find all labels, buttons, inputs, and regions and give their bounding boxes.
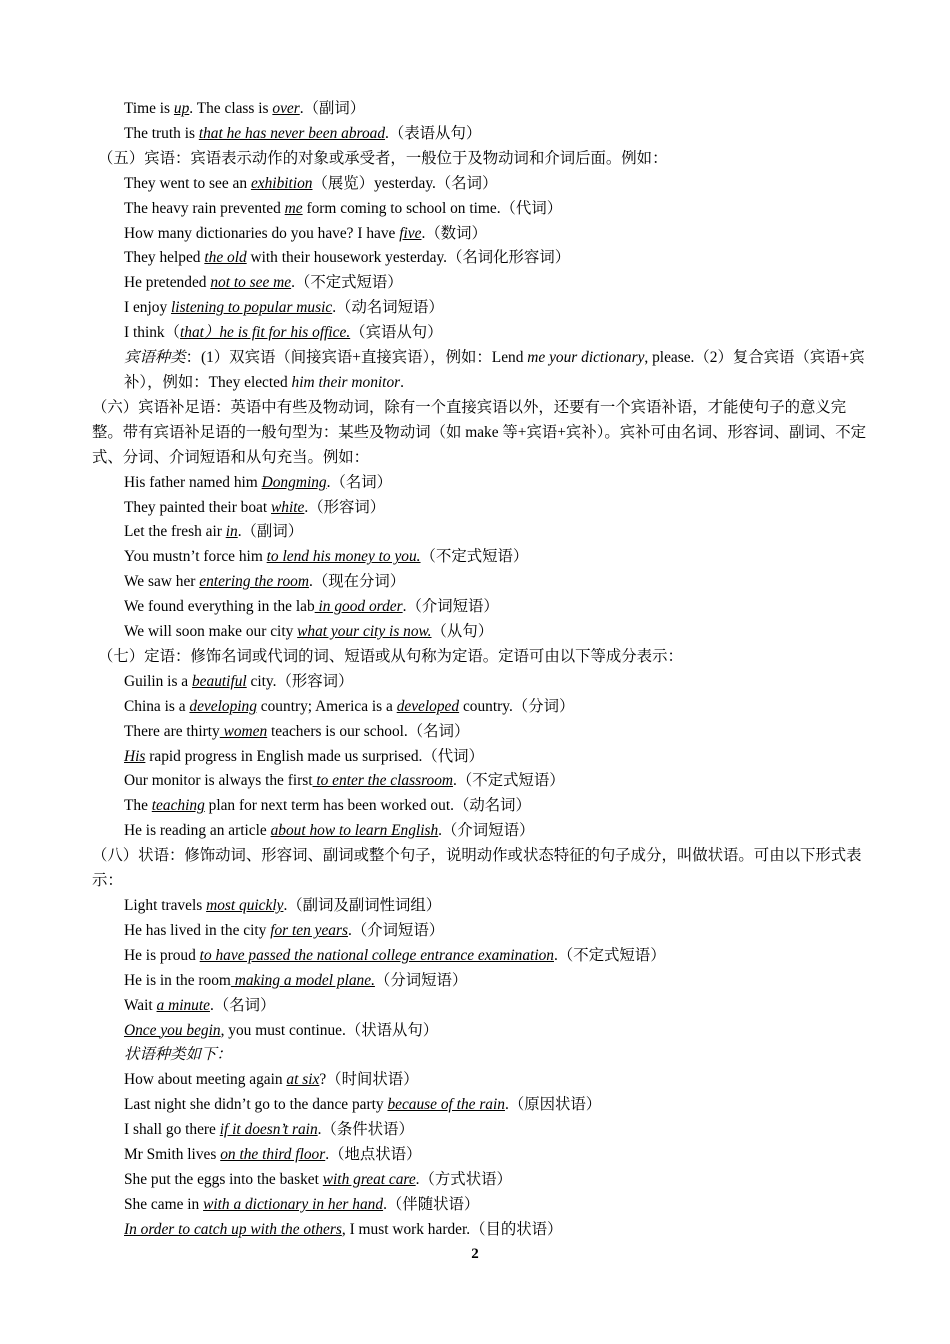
- text-line: [92, 197, 872, 222]
- text-span: （展览）yesterday.（名词）: [312, 174, 498, 192]
- text-span: How about meeting again: [124, 1071, 287, 1089]
- text-line: [92, 1193, 872, 1218]
- text-span: （六）宾语补足语：英语中有些及物动词，除有一个直接宾语以外，还要有一个宾语补语，才能使句子的意义完整。带有宾语补足语的一般句型为：某些及物动词（如 make 等+宾语+宾补）。宾补可由名词、形容词、副词、不定式、分词、介词短语和从句充当。例如：: [92, 398, 867, 466]
- example-phrase: In order to catch up with the others: [124, 1220, 342, 1238]
- example-phrase: because of the rain: [387, 1096, 505, 1114]
- text-line: [92, 919, 872, 944]
- text-line: [92, 570, 872, 595]
- example-phrase: if it doesn’t rain: [219, 1121, 318, 1139]
- text-span: We will soon make our city: [124, 623, 298, 641]
- text-span: .（介词短语）: [347, 921, 445, 939]
- text-line: [92, 321, 872, 346]
- text-span: form coming to school on time.（代词）: [302, 199, 563, 217]
- text-span: me your dictionary: [527, 349, 645, 367]
- text-line: [92, 1019, 872, 1044]
- text-span: （不定式短语）: [420, 548, 529, 566]
- text-span: him their monitor: [291, 373, 401, 391]
- text-span: .（原因状语）: [504, 1096, 602, 1114]
- example-phrase: in: [225, 523, 238, 541]
- text-span: Guilin is a: [124, 672, 192, 690]
- text-span: .（介词短语）: [438, 822, 535, 840]
- text-span: .（表语从句）: [385, 124, 482, 142]
- example-phrase: what your city is now.: [297, 623, 432, 641]
- example-phrase: with a dictionary in her hand: [203, 1195, 384, 1213]
- text-span: rapid progress in English made us surprised.（代词）: [145, 747, 484, 765]
- text-span: .（方式状语）: [415, 1170, 512, 1188]
- example-phrase: most quickly: [206, 897, 284, 914]
- text-span: （五）宾语：宾语表示动作的对象或承受者，一般位于及物动词和介词后面。例如：: [98, 149, 668, 167]
- text-line: [92, 769, 872, 794]
- text-span: country.（分词）: [459, 697, 575, 715]
- text-span: city.（形容词）: [246, 672, 354, 690]
- text-span: His father named him: [124, 473, 262, 491]
- text-span: You mustn’t force him: [124, 548, 267, 566]
- text-span: .（地点状语）: [325, 1146, 422, 1164]
- text-line: [92, 819, 872, 844]
- text-span: （宾语从句）: [350, 324, 443, 342]
- text-span: I think（: [124, 324, 181, 342]
- text-span: .（不定式短语）: [453, 772, 565, 790]
- text-span: .（名词）: [209, 996, 276, 1014]
- example-phrase: not to see me: [210, 274, 292, 292]
- text-line: [92, 894, 872, 919]
- text-span: .（伴随状语）: [383, 1195, 480, 1213]
- text-span: Mr Smith lives: [124, 1146, 221, 1164]
- text-span: There are thirty: [124, 722, 220, 740]
- text-span: He pretended: [124, 274, 211, 292]
- text-span: .（条件状语）: [317, 1121, 414, 1139]
- text-line: [92, 271, 872, 296]
- example-phrase: for ten years: [270, 921, 348, 939]
- text-span: .（名词）: [326, 473, 393, 491]
- text-span: .（现在分词）: [308, 573, 406, 591]
- text-span: .（副词及副词性词组）: [283, 897, 442, 914]
- example-phrase: in good order: [314, 598, 403, 616]
- text-line: [92, 1218, 872, 1243]
- text-line: [92, 745, 872, 770]
- text-span: .（形容词）: [304, 498, 386, 516]
- text-line: [92, 1068, 872, 1093]
- example-phrase: Once you begin: [124, 1021, 221, 1039]
- text-span: ：(1）双宾语（间接宾语+直接宾语），例如：Lend: [185, 349, 528, 367]
- example-phrase: entering the room: [199, 573, 309, 591]
- text-line: [92, 396, 872, 471]
- text-line: [92, 346, 872, 396]
- text-span: , you must continue.（状语从句）: [220, 1021, 439, 1039]
- example-phrase: to enter the classroom: [312, 772, 454, 790]
- example-phrase: that）he is fit for his office.: [180, 324, 351, 342]
- example-phrase: developed: [396, 697, 460, 715]
- example-phrase: five: [399, 224, 422, 242]
- text-span: We found everything in the lab: [124, 598, 315, 616]
- text-line: [92, 1093, 872, 1118]
- text-span: .（不定式短语）: [554, 946, 666, 964]
- text-span: I enjoy: [124, 299, 172, 317]
- example-phrase: about how to learn English: [270, 822, 439, 840]
- example-phrase: over: [272, 100, 300, 117]
- example-phrase: at six: [286, 1071, 320, 1089]
- text-span: （分词短语）: [374, 971, 468, 989]
- text-line: [92, 520, 872, 545]
- text-span: teachers is our school.（名词）: [267, 722, 470, 740]
- text-span: .（副词）: [237, 523, 304, 541]
- document-body: [92, 97, 872, 1243]
- text-span: . The class is: [189, 100, 273, 117]
- text-span: The: [124, 797, 152, 815]
- text-line: [92, 471, 872, 496]
- text-line: [92, 545, 872, 570]
- example-phrase: beautiful: [191, 672, 247, 690]
- text-span: （七）定语：修饰名词或代词的词、短语或从句称为定语。定语可由以下等成分表示：: [98, 647, 683, 665]
- text-span: The truth is: [124, 124, 199, 142]
- example-phrase: His: [124, 747, 146, 765]
- text-line: [92, 670, 872, 695]
- text-line: [92, 172, 872, 197]
- text-span: , please.（2）复合宾语（宾语+宾补），例如：They elected: [124, 349, 865, 391]
- text-span: They went to see an: [124, 174, 251, 192]
- text-line: [92, 844, 872, 894]
- text-span: ?（时间状语）: [319, 1071, 419, 1089]
- example-phrase: developing: [189, 697, 257, 715]
- text-line: [92, 794, 872, 819]
- text-span: He is in the room: [124, 971, 231, 989]
- text-line: [92, 620, 872, 645]
- text-span: He is reading an article: [124, 822, 271, 840]
- text-span: Time is: [124, 100, 174, 117]
- example-phrase: exhibition: [250, 174, 313, 192]
- example-phrase: women: [219, 722, 268, 740]
- text-line: [92, 969, 872, 994]
- text-line: [92, 720, 872, 745]
- example-phrase: that he has never been abroad: [198, 124, 386, 142]
- text-span: The heavy rain prevented: [124, 199, 285, 217]
- text-line: [92, 246, 872, 271]
- text-span: .（副词）: [299, 100, 366, 117]
- text-span: （八）状语：修饰动词、形容词、副词或整个句子，说明动作或状态特征的句子成分，叫做状语。可由以下形式表示：: [92, 847, 862, 890]
- text-span: He has lived in the city: [124, 921, 271, 939]
- text-span: China is a: [124, 697, 190, 715]
- text-line: [92, 97, 872, 122]
- example-phrase: to have passed the national college entrance examination: [199, 946, 554, 964]
- text-span: How many dictionaries do you have? I have: [124, 224, 400, 242]
- text-span: plan for next term has been worked out.（动名词）: [204, 797, 531, 815]
- text-line: [92, 1143, 872, 1168]
- text-span: He is proud: [124, 946, 200, 964]
- text-line: [92, 496, 872, 521]
- text-span: Last night she didn’t go to the dance party: [124, 1096, 388, 1114]
- example-phrase: a minute: [156, 996, 210, 1014]
- text-line: [92, 296, 872, 321]
- text-span: I shall go there: [124, 1121, 220, 1139]
- example-phrase: making a model plane.: [230, 971, 375, 989]
- text-span: She put the eggs into the basket: [124, 1170, 323, 1188]
- example-phrase: Dongming: [261, 473, 327, 491]
- text-span: .（介词短语）: [402, 598, 499, 616]
- text-span: They painted their boat: [124, 498, 272, 516]
- text-span: 状语种类如下：: [124, 1046, 232, 1064]
- text-span: Wait: [124, 996, 157, 1014]
- example-phrase: on the third floor: [220, 1146, 326, 1164]
- text-span: Our monitor is always the first: [124, 772, 313, 790]
- text-span: We saw her: [124, 573, 200, 591]
- text-span: 宾语种类: [124, 349, 186, 367]
- text-span: They helped: [124, 249, 205, 267]
- text-span: .（动名词短语）: [332, 299, 444, 317]
- text-line: [92, 944, 872, 969]
- text-span: Let the fresh air: [124, 523, 226, 541]
- text-line: [92, 1168, 872, 1193]
- example-phrase: up: [173, 100, 190, 117]
- text-line: [92, 147, 872, 172]
- text-line: [92, 595, 872, 620]
- example-phrase: teaching: [151, 797, 205, 815]
- text-line: [92, 695, 872, 720]
- example-phrase: white: [271, 498, 305, 516]
- page-number: 2: [471, 1246, 479, 1262]
- text-line: [92, 222, 872, 247]
- text-line: [92, 994, 872, 1019]
- text-span: country; America is a: [256, 697, 397, 715]
- text-span: , I must work harder.（目的状语）: [341, 1220, 563, 1238]
- text-line: [92, 1043, 872, 1068]
- example-phrase: the old: [204, 249, 247, 267]
- text-line: [92, 645, 872, 670]
- text-line: [92, 122, 872, 147]
- text-span: with their housework yesterday.（名词化形容词）: [246, 249, 571, 267]
- text-span: She came in: [124, 1195, 204, 1213]
- text-span: .（不定式短语）: [291, 274, 403, 292]
- text-span: .: [400, 373, 404, 391]
- example-phrase: to lend his money to you.: [266, 548, 421, 566]
- example-phrase: me: [284, 199, 303, 217]
- example-phrase: listening to popular music: [171, 299, 333, 317]
- text-span: （从句）: [431, 623, 494, 641]
- text-span: Light travels: [124, 897, 207, 914]
- example-phrase: with great care: [322, 1170, 416, 1188]
- text-span: .（数词）: [421, 224, 487, 242]
- text-line: [92, 1118, 872, 1143]
